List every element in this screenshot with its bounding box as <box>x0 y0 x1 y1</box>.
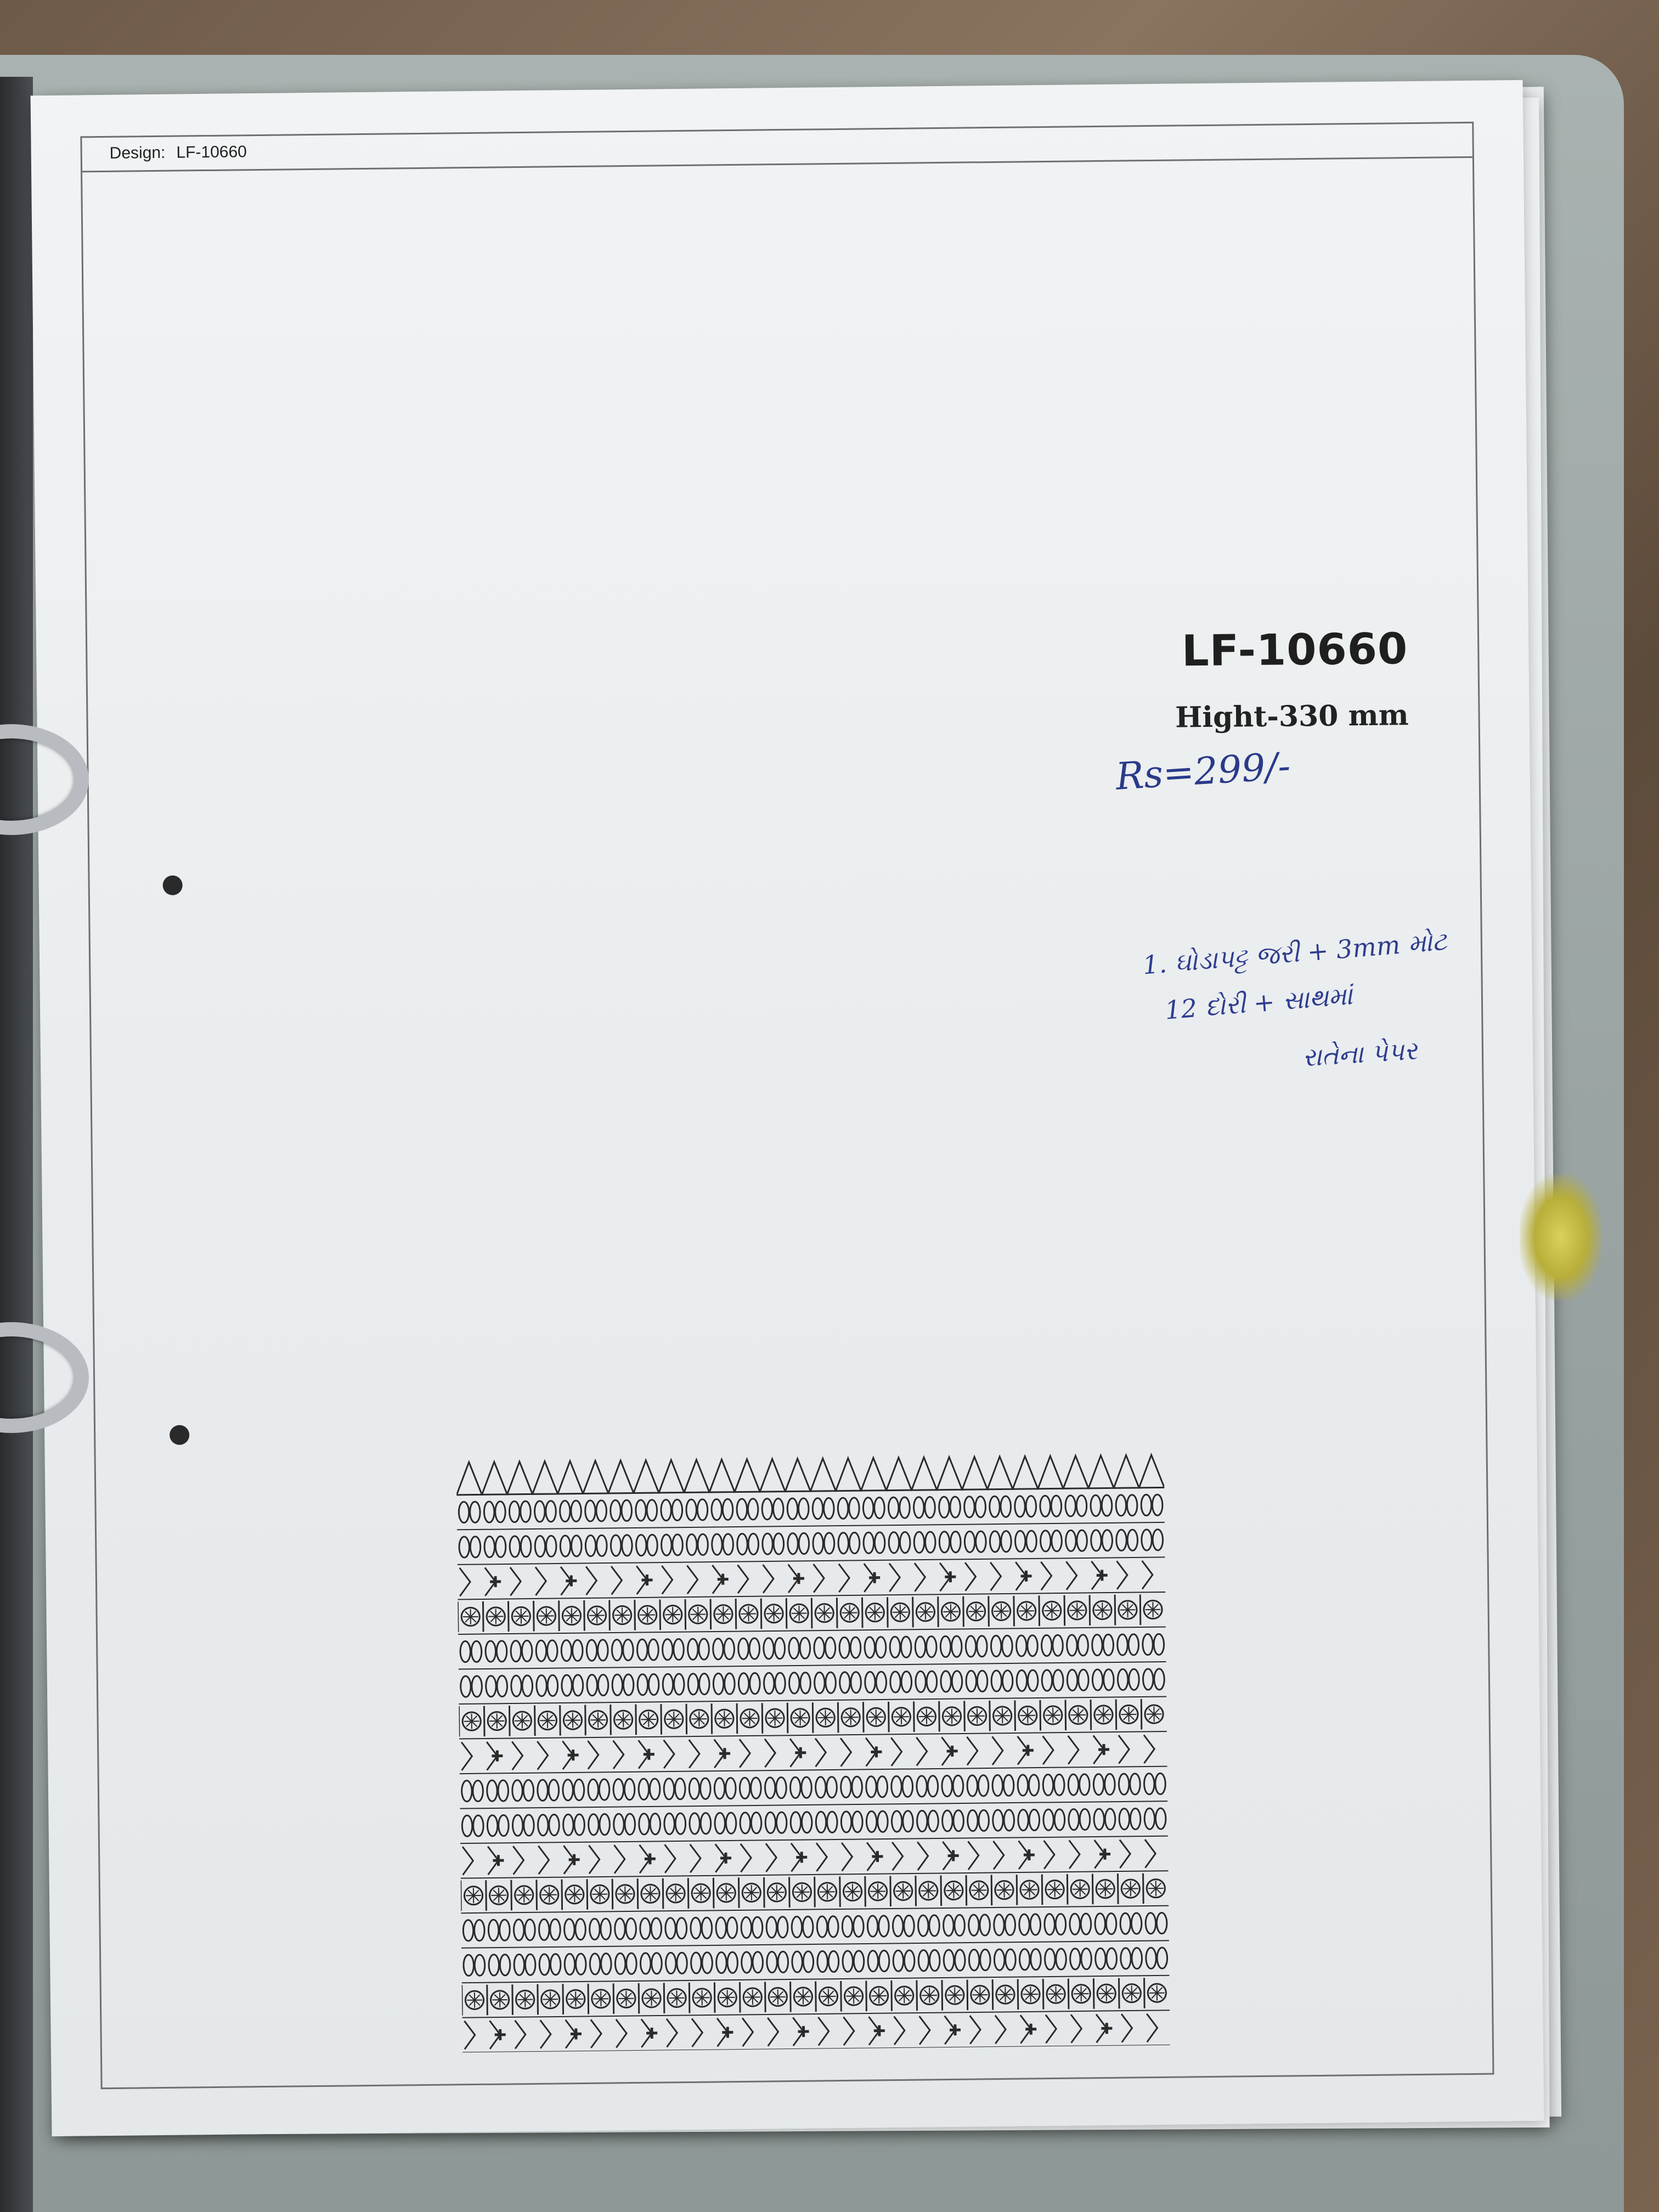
sheet-header-strip <box>82 123 1472 173</box>
punch-hole-bottom <box>170 1425 189 1444</box>
pattern-row-flowers <box>458 1594 1166 1634</box>
pattern-row-arrows <box>458 1560 1166 1599</box>
binder-spine <box>0 77 33 2212</box>
pattern-row-flowers <box>462 1978 1170 2018</box>
handwritten-note-line-2: 12 દોરી + સાથમાં <box>1164 980 1354 1025</box>
pattern-row-arrows <box>459 1735 1167 1774</box>
pattern-row-ovals <box>457 1530 1165 1565</box>
pattern-row-ovals <box>459 1669 1166 1704</box>
punch-hole-top <box>162 876 182 895</box>
design-label <box>110 143 247 163</box>
pattern-row-ovals <box>456 1494 1164 1530</box>
pattern-row-ovals <box>460 1808 1167 1843</box>
pattern-row-ovals <box>458 1634 1166 1669</box>
gold-thread-sample <box>1520 1174 1602 1300</box>
handwritten-price: Rs=299/- <box>1114 744 1292 799</box>
design-label-key: Design: <box>109 143 166 162</box>
pattern-row-triangles <box>456 1455 1165 1495</box>
design-label-value: LF-10660 <box>176 143 247 162</box>
handwritten-note-line-1: 1. ઘોડાપટ્ટ જરી + 3mm મોટ <box>1141 926 1448 980</box>
design-code-title: LF-10660 <box>1181 624 1408 676</box>
height-spec: Hight-330 mm <box>1175 698 1409 735</box>
pattern-row-flowers <box>459 1699 1167 1739</box>
catalog-sheet <box>31 80 1544 2136</box>
pattern-row-arrows <box>460 1839 1169 1878</box>
handwritten-note-line-3: રાતેના પેપર <box>1301 1035 1418 1073</box>
embroidery-pattern-print <box>456 1453 1170 2052</box>
pattern-row-ovals <box>461 1948 1169 1983</box>
pattern-row-flowers <box>461 1873 1169 1913</box>
pattern-row-ovals <box>460 1773 1167 1808</box>
pattern-row-ovals <box>461 1912 1169 1948</box>
